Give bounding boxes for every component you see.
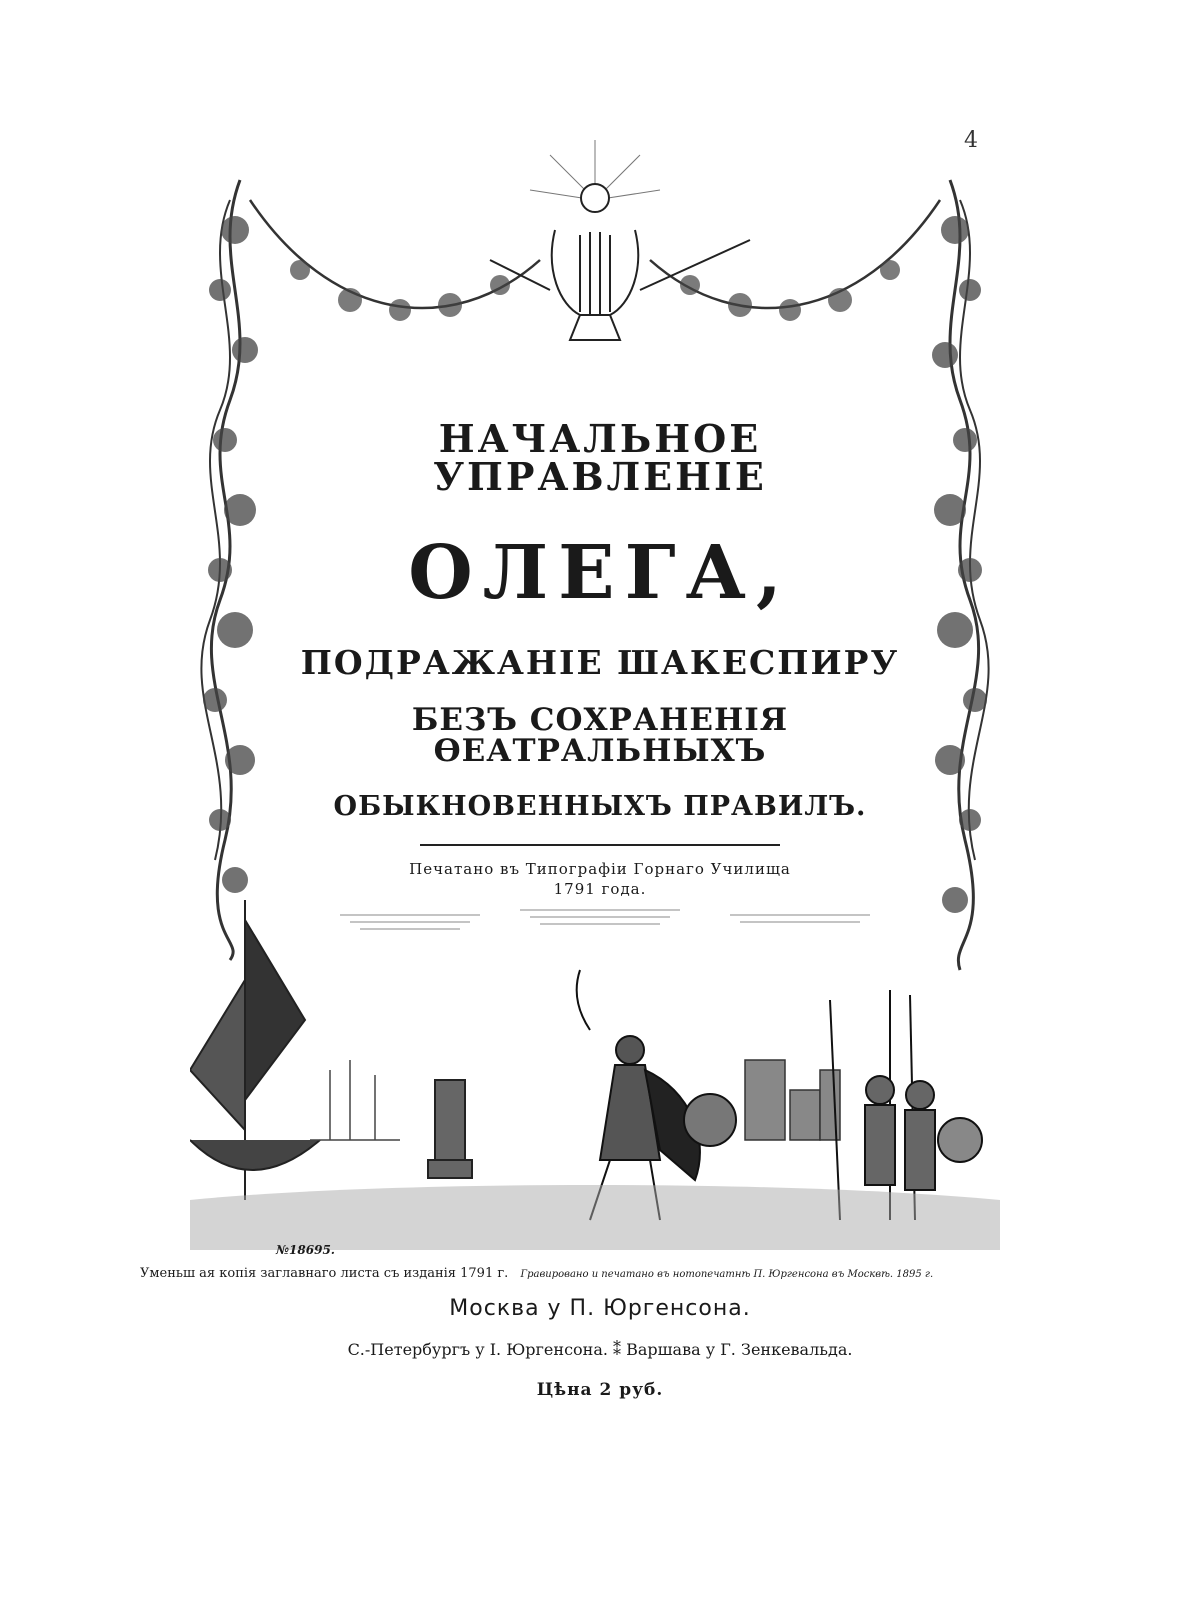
- caption-main: Уменьш ая копія заглавнаго листа съ изданія 1791 г.: [140, 1266, 509, 1281]
- clouds: [340, 910, 870, 929]
- title-line-4: БЕЗЪ СОХРАНЕНІЯ ѲЕАТРАЛЬНЫХЪ: [411, 702, 789, 769]
- title-line-5: ОБЫКНОВЕННЫХЪ ПРАВИЛЪ.: [333, 791, 867, 822]
- lighthouse-icon: [428, 1080, 472, 1178]
- soldiers-icon: [830, 990, 982, 1220]
- title-line-2: ОЛЕГА,: [408, 530, 792, 616]
- branches-line: С.-Петербургъ у І. Юргенсона. ⁑ Варшава у Г. Зенкевальда.: [347, 1340, 853, 1359]
- fleet-icon: [310, 1060, 400, 1140]
- warrior-icon: [577, 970, 736, 1220]
- divider-rule: [420, 844, 780, 846]
- title-line-3: ПОДРАЖАНІЕ ШАКЕСПИРУ: [300, 643, 900, 682]
- ground: [190, 1185, 1000, 1250]
- plate-number: №18695.: [276, 1243, 335, 1257]
- title-line-1: НАЧАЛЬНОЕ УПРАВЛЕНІЕ: [433, 416, 767, 499]
- price-line: Цѣна 2 руб.: [536, 1380, 664, 1400]
- city-icon: [745, 1060, 840, 1140]
- reproduction-caption: [140, 1266, 1060, 1281]
- imprint-line-1: Печатано въ Типографіи Горнаго Училища: [409, 860, 791, 878]
- imprint-line-2: 1791 года.: [553, 879, 647, 898]
- swag-flowers: [290, 260, 900, 321]
- title-block: [280, 416, 920, 899]
- lyre-icon: [490, 140, 750, 340]
- publisher-line: Москва у П. Юргенсона.: [449, 1296, 751, 1321]
- page-corner-mark: 4: [964, 128, 978, 153]
- ship-icon: [190, 900, 320, 1200]
- caption-engraved: Гравировано и печатано въ нотопечатнѣ П. Юргенсона въ Москвѣ. 1895 г.: [520, 1269, 934, 1280]
